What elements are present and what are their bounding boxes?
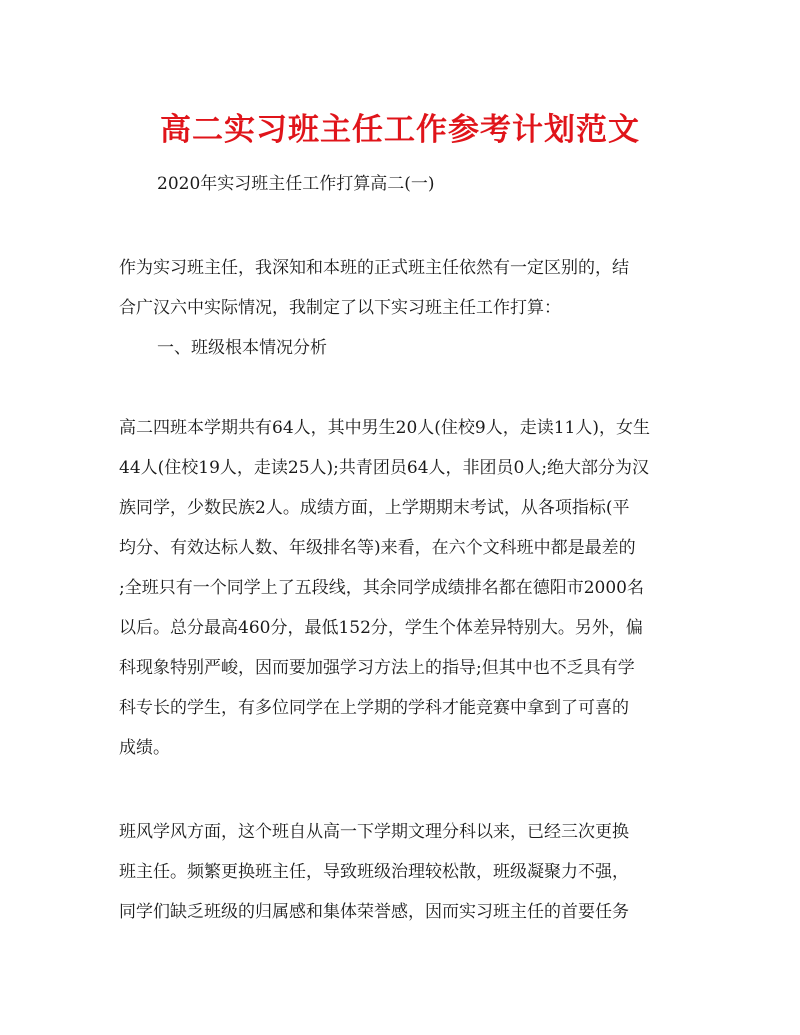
paragraph-line: 高二四班本学期共有64人，其中男生20人(住校9人，走读11人)，女生 (119, 418, 650, 438)
paragraph-line: 44人(住校19人，走读25人);共青团员64人，非团员0人;绝大部分为汉 (119, 458, 650, 478)
paragraph-line: 成绩。 (119, 738, 170, 758)
paragraph-line: 同学们缺乏班级的归属感和集体荣誉感，因而实习班主任的首要任务 (119, 902, 629, 922)
section-heading-class-analysis: 一、班级根本情况分析 (157, 338, 327, 358)
paragraph-line: 班主任。频繁更换班主任，导致班级治理较松散，班级凝聚力不强， (119, 862, 629, 882)
paragraph-line: ;全班只有一个同学上了五段线，其余同学成绩排名都在德阳市2000名 (119, 578, 644, 598)
paragraph-line: 科专长的学生，有多位同学在上学期的学科才能竞赛中拿到了可喜的 (119, 698, 629, 718)
paragraph-line: 科现象特别严峻，因而要加强学习方法上的指导;但其中也不乏具有学 (119, 658, 635, 678)
document-title: 高二实习班主任工作参考计划范文 (160, 112, 640, 148)
intro-line: 合广汉六中实际情况，我制定了以下实习班主任工作打算： (119, 298, 561, 318)
class-analysis-paragraph (119, 408, 685, 768)
intro-line: 作为实习班主任，我深知和本班的正式班主任依然有一定区别的，结 (119, 258, 629, 278)
paragraph-line: 均分、有效达标人数、年级排名等)来看，在六个文科班中都是最差的 (119, 538, 636, 558)
class-style-paragraph (119, 812, 685, 932)
paragraph-line: 以后。总分最高460分，最低152分，学生个体差异特别大。另外，偏 (119, 618, 643, 638)
intro-paragraph (119, 248, 685, 328)
paragraph-line: 族同学，少数民族2人。成绩方面，上学期期末考试，从各项指标(平 (119, 498, 630, 518)
document-subtitle: 2020年实习班主任工作打算高二(一) (157, 174, 435, 194)
paragraph-line: 班风学风方面，这个班自从高一下学期文理分科以来，已经三次更换 (119, 822, 629, 842)
